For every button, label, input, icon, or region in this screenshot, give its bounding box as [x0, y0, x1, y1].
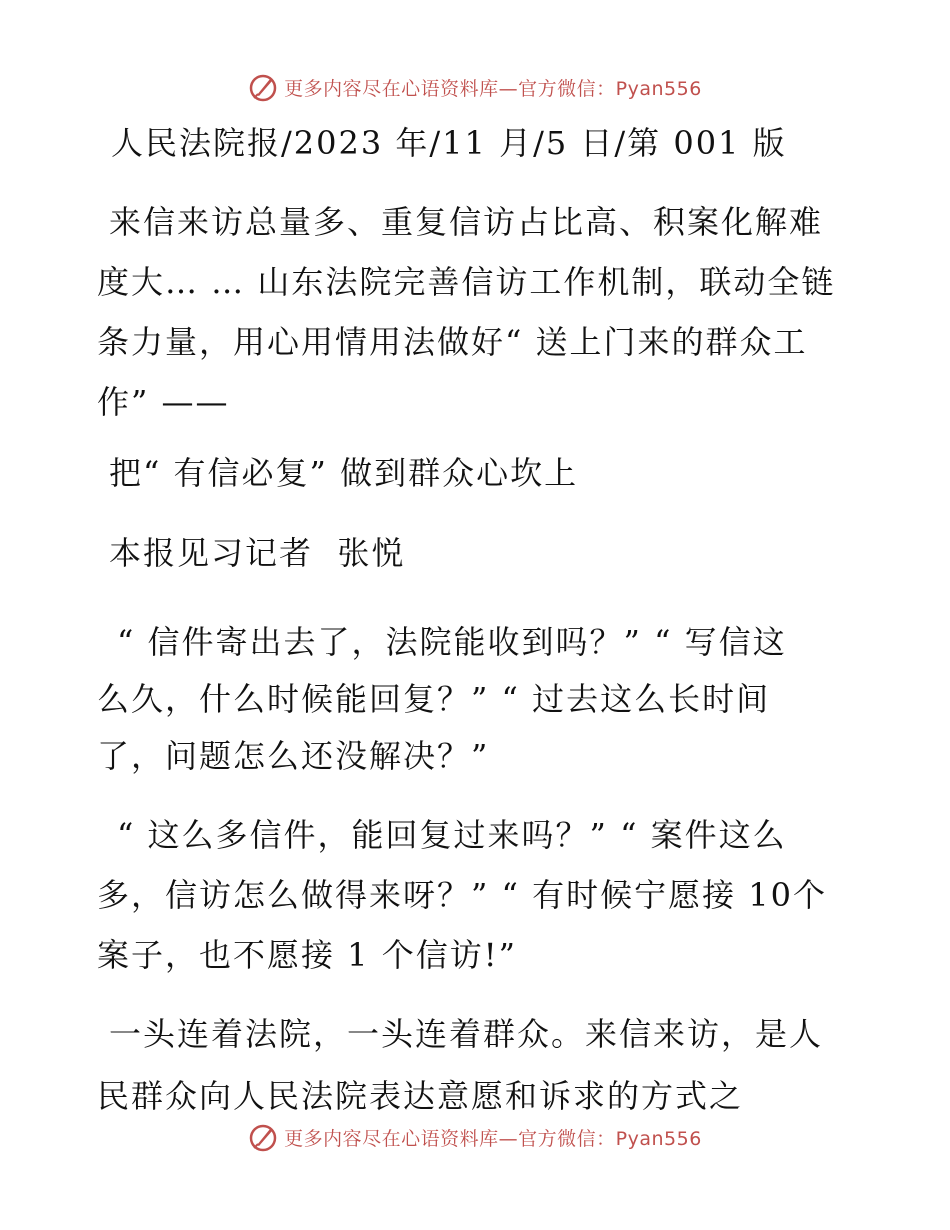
- dateline: 人民法院报/2023 年/11 月/5 日/第 001 版: [111, 124, 787, 162]
- watermark-text: 更多内容尽在心语资料库—官方微信：Pyan556: [284, 77, 702, 100]
- paragraph-line: 了，问题怎么还没解决？”: [97, 737, 490, 775]
- quill-pen-circle-icon: [248, 72, 278, 102]
- kicker-line: 作” ——: [97, 383, 230, 421]
- paragraph-line: 民群众向人民法院表达意愿和诉求的方式之: [97, 1077, 744, 1115]
- kicker: [97, 192, 877, 432]
- paragraph-line: 多，信访怎么做得来呀？” “ 有时候宁愿接 10个: [97, 876, 827, 914]
- paragraph-1: [97, 614, 877, 785]
- article: [97, 122, 877, 1127]
- paragraph-3: [97, 1003, 877, 1127]
- quill-pen-circle-icon: [248, 1122, 278, 1152]
- paragraph-line: 么久，什么时候能回复？” “ 过去这么长时间: [97, 680, 771, 718]
- headline: 把“ 有信必复” 做到群众心坎上: [109, 454, 579, 492]
- paragraph-line: “ 信件寄出去了，法院能收到吗？” “ 写信这: [117, 623, 787, 661]
- kicker-line: 度大… … 山东法院完善信访工作机制，联动全链: [97, 263, 836, 301]
- kicker-line: 来信来访总量多、重复信访占比高、积案化解难: [109, 203, 824, 241]
- byline: 本报见习记者 张悦: [109, 534, 406, 572]
- paragraph-2: [97, 805, 877, 985]
- kicker-line: 条力量，用心用情用法做好“ 送上门来的群众工: [97, 323, 808, 361]
- watermark-banner-bottom: [0, 1122, 950, 1152]
- paragraph-line: “ 这么多信件，能回复过来吗？” “ 案件这么: [117, 816, 787, 854]
- watermark-banner-top: [0, 72, 950, 102]
- paragraph-line: 一头连着法院，一头连着群众。来信来访，是人: [109, 1015, 824, 1053]
- watermark-text: 更多内容尽在心语资料库—官方微信：Pyan556: [284, 1127, 702, 1150]
- paragraph-line: 案子，也不愿接 1 个信访!”: [97, 936, 517, 974]
